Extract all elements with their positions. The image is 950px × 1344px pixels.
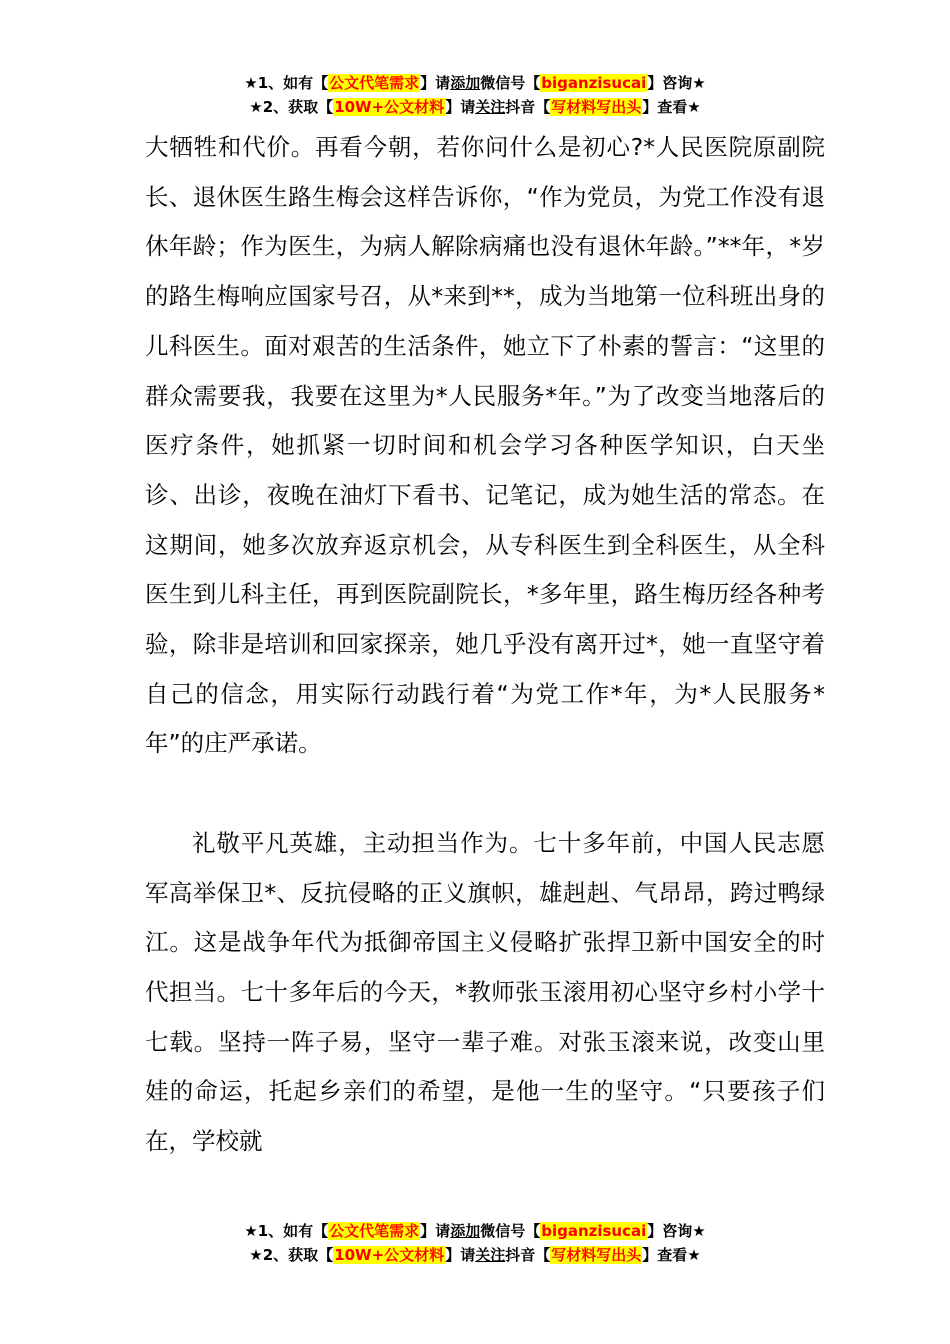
banner-line-1 — [0, 1219, 950, 1243]
banner-line-2 — [0, 1243, 950, 1267]
banner-text: 抖音【 — [505, 98, 551, 116]
banner-text: 】查看★ — [642, 98, 701, 116]
banner-line-2 — [0, 95, 950, 119]
wechat-id: biganzisucai — [541, 1222, 647, 1240]
banner-text: 微信号【 — [480, 74, 541, 92]
banner-text: ★1、如有【 — [244, 74, 329, 92]
footer-banner — [0, 1219, 950, 1267]
paragraph: 大牺牲和代价。再看今朝，若你问什么是初心?*人民医院原副院长、退休医生路生梅会这样告诉你，“作为党员，为党工作没有退休年龄；作为医生，为病人解除病痛也没有退休年龄。”**年，*岁的路生梅响应国家号召，从*来到**，成为当地第一位科班出身的儿科医生。面对艰苦的生活条件，她立下了朴素的誓言：“这里的群众需要我，我要在这里为*人民服务*年。”为了改变当地落后的医疗条件，她抓紧一切时间和机会学习各种医学知识，白天坐诊、出诊，夜晚在油灯下看书、记笔记，成为她生活的常态。在这期间，她多次放弃返京机会，从专科医生到全科医生，从全科医生到儿科主任，再到医院副院长，*多年里，路生梅历经各种考验，除非是培训和回家探亲，她几乎没有离开过*，她一直坚守着自己的信念，用实际行动践行着“为党工作*年，为*人民服务*年”的庄严承诺。 — [145, 133, 825, 758]
highlight-text: 写材料写出头 — [551, 1246, 642, 1264]
highlight-text: 公文代笔需求 — [329, 74, 420, 92]
banner-text: 】咨询★ — [647, 1222, 706, 1240]
banner-text: 】请 — [420, 1222, 451, 1240]
document-body — [145, 123, 825, 1167]
wechat-id: biganzisucai — [541, 74, 647, 92]
header-banner — [0, 71, 950, 119]
banner-text: ★1、如有【 — [244, 1222, 329, 1240]
banner-text: 】请 — [420, 74, 451, 92]
highlight-text: 10W+公文材料 — [334, 1246, 445, 1264]
banner-text: 】请 — [445, 98, 476, 116]
banner-line-1 — [0, 71, 950, 95]
underlined-text: 添加 — [450, 74, 481, 92]
highlight-text: 写材料写出头 — [551, 98, 642, 116]
banner-text: 】请 — [445, 1246, 476, 1264]
underlined-text: 关注 — [475, 98, 506, 116]
highlight-text: 10W+公文材料 — [334, 98, 445, 116]
underlined-text: 关注 — [475, 1246, 506, 1264]
banner-text: ★2、获取【 — [249, 1246, 334, 1264]
underlined-text: 添加 — [450, 1222, 481, 1240]
banner-text: 抖音【 — [505, 1246, 551, 1264]
highlight-text: 公文代笔需求 — [329, 1222, 420, 1240]
banner-text: 】查看★ — [642, 1246, 701, 1264]
banner-text: 】咨询★ — [647, 74, 706, 92]
banner-text: ★2、获取【 — [249, 98, 334, 116]
banner-text: 微信号【 — [480, 1222, 541, 1240]
paragraph: 礼敬平凡英雄，主动担当作为。七十多年前，中国人民志愿军高举保卫*、反抗侵略的正义旗帜，雄赳赳、气昂昂，跨过鸭绿江。这是战争年代为抵御帝国主义侵略扩张捍卫新中国安全的时代担当。七十多年后的今天，*教师张玉滚用初心坚守乡村小学十七载。坚持一阵子易，坚守一辈子难。对张玉滚来说，改变山里娃的命运，托起乡亲们的希望，是他一生的坚守。“只要孩子们在，学校就 — [145, 828, 825, 1156]
